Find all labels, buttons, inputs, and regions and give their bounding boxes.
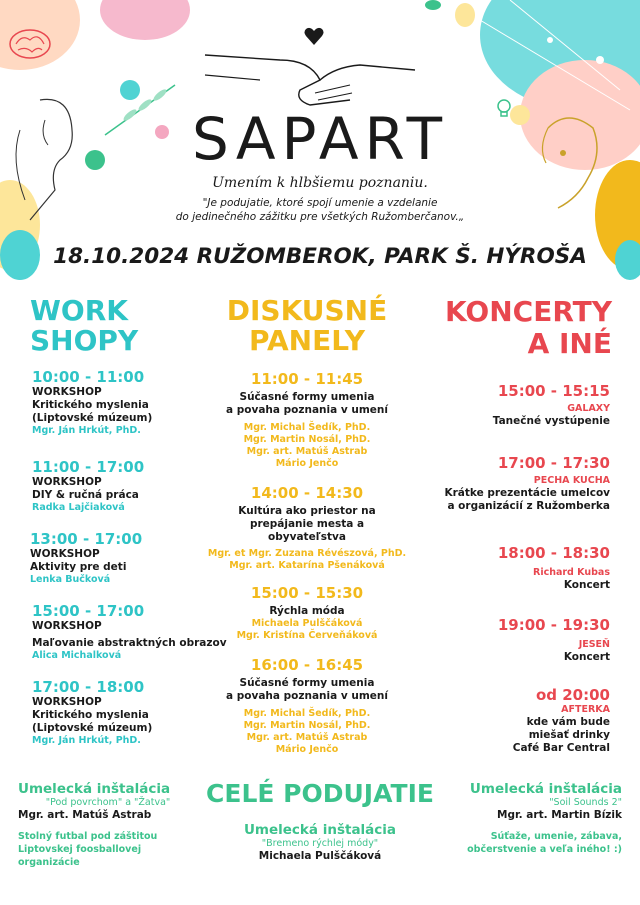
panels-heading-line1: DISKUSNÉ (226, 294, 388, 327)
list-item (410, 686, 610, 766)
workshop-title: Kritického myslenia (32, 399, 149, 411)
panel-person: Mgr. Martin Nosál, PhD. (243, 720, 371, 731)
workshops-heading-line1: WORK (30, 294, 128, 327)
panel-time: 16:00 - 16:45 (250, 656, 364, 674)
panel-person: Mgr. et Mgr. Zuzana Révészová, PhD. (207, 548, 407, 559)
workshop-subtitle: (Liptovské múzeum) (32, 722, 153, 734)
list-item (207, 484, 407, 584)
decor-circle (100, 0, 190, 40)
panel-person: Michaela Pulščáková (251, 618, 363, 629)
concert-desc: Krátke prezentácie umelcov (444, 487, 610, 499)
workshop-type: WORKSHOP (32, 620, 102, 632)
date-location-heading: 18.10.2024 RUŽOMBEROK, PARK Š. HÝROŠA (53, 244, 587, 269)
workshop-person: Lenka Bučková (30, 574, 111, 585)
list-item (207, 370, 407, 484)
footer-center (190, 778, 450, 863)
list-item (30, 530, 232, 602)
workshop-time: 10:00 - 11:00 (32, 368, 145, 386)
workshop-subtitle: (Liptovské múzeum) (32, 412, 153, 424)
concert-desc: Koncert (563, 579, 610, 591)
workshop-person: Radka Lajčiaková (32, 502, 125, 513)
workshop-title: Maľovanie abstraktných obrazov (32, 637, 227, 649)
workshop-title: Aktivity pre deti (30, 561, 127, 573)
concert-desc: a organizácií z Ružomberka (447, 500, 610, 512)
footer-extra-line: Stolný futbal pod záštitou (18, 831, 158, 842)
workshop-title: DIY & ručná práca (32, 489, 139, 501)
list-item (32, 368, 232, 458)
installation-person: Michaela Pulščáková (258, 850, 382, 862)
footer-left (18, 781, 198, 869)
panels-heading-line2: PANELY (249, 324, 365, 357)
panel-person: Mgr. Michal Šedík, PhD. (243, 708, 371, 719)
workshop-person: Mgr. Ján Hrkút, PhD. (32, 425, 141, 436)
concert-name: AFTERKA (561, 704, 610, 715)
concert-name: GALAXY (567, 403, 610, 414)
concerts-list (410, 382, 610, 766)
panel-person: Mgr. art. Katarína Pšenáková (229, 560, 385, 571)
panel-person: Mgr. Kristína Červeňáková (236, 630, 378, 641)
concerts-heading-line1: KONCERTY (444, 295, 612, 328)
decor-circle (425, 0, 441, 10)
panel-person: Mgr. Martin Nosál, PhD. (243, 434, 371, 445)
panel-person: Mgr. Michal Šedík, PhD. (243, 422, 371, 433)
footer-extra-line: Súťaže, umenie, zábava, (490, 831, 622, 842)
workshop-time: 13:00 - 17:00 (30, 530, 143, 548)
panel-person: Mário Jenčo (275, 458, 339, 469)
panel-time: 14:00 - 14:30 (250, 484, 364, 502)
installation-title: Umelecká inštalácia (469, 781, 622, 797)
list-item (32, 678, 232, 768)
workshop-type: WORKSHOP (32, 476, 102, 488)
concerts-heading-line2: A INÉ (527, 327, 612, 360)
list-item (410, 382, 610, 454)
workshops-heading-line2: SHOPY (30, 324, 139, 357)
workshop-time: 11:00 - 17:00 (32, 458, 145, 476)
woman-sketch-illustration (0, 90, 100, 230)
installation-person: Mgr. art. Matúš Astrab (18, 809, 152, 821)
workshops-list (32, 368, 232, 768)
installation-subtitle: "Pod povrchom" a "Žatva" (45, 797, 171, 808)
workshop-time: 17:00 - 18:00 (32, 678, 145, 696)
concert-time: 19:00 - 19:30 (497, 616, 610, 634)
panel-person: Mário Jenčo (275, 744, 339, 755)
installation-subtitle: "Bremeno rýchlej módy" (261, 838, 379, 849)
panel-title-line: prepájanie mesta a (249, 518, 365, 530)
workshop-person: Mgr. Ján Hrkút, PhD. (32, 735, 141, 746)
panel-person: Mgr. art. Matúš Astrab (246, 732, 368, 743)
whole-event-heading: CELÉ PODUJATIE (206, 779, 434, 808)
leaf-branch-illustration (100, 80, 180, 140)
footer-extra-line: Liptovskej foosballovej (18, 844, 142, 855)
list-item (32, 458, 232, 530)
panel-title-line: obyvateľstva (268, 531, 346, 543)
list-item (410, 544, 610, 616)
concert-desc: Koncert (563, 651, 610, 663)
concert-time: 17:00 - 17:30 (497, 454, 610, 472)
workshop-time: 15:00 - 17:00 (32, 602, 145, 620)
installation-subtitle: "Soil Sounds 2" (549, 797, 622, 808)
workshop-type: WORKSHOP (30, 548, 100, 560)
list-item (207, 656, 407, 770)
concerts-heading (430, 296, 612, 360)
panels-list (207, 370, 407, 770)
panel-title-line: Kultúra ako priestor na (238, 505, 376, 517)
panel-title-line: Rýchla móda (269, 605, 345, 617)
panel-time: 15:00 - 15:30 (250, 584, 364, 602)
concert-name: JESEŇ (578, 639, 610, 650)
concert-desc: Café Bar Central (512, 742, 610, 754)
concert-time: od 20:00 (535, 686, 610, 704)
quote-line-2: do jedinečného zážitku pre všetkých Ružomberčanov.„ (175, 211, 465, 223)
workshop-person: Alica Michalková (32, 650, 122, 661)
footer-extra-line: organizácie (18, 857, 80, 868)
panel-title-line: Súčasné formy umenia (239, 391, 375, 403)
concert-name: Richard Kubas (533, 567, 610, 578)
installation-title: Umelecká inštalácia (243, 822, 397, 838)
panel-title-line: a povaha poznania v umení (226, 404, 388, 416)
concert-desc: kde vám bude (526, 716, 610, 728)
logo-text: SAPART (191, 105, 449, 173)
workshops-heading (30, 296, 180, 356)
panel-title-line: a povaha poznania v umení (226, 690, 388, 702)
quote-line-1: "Je podujatie, ktoré spojí umenie a vzdelanie (202, 197, 438, 209)
list-item (410, 454, 610, 544)
concert-desc: miešať drinky (528, 729, 610, 741)
list-item (32, 602, 232, 678)
panel-time: 11:00 - 11:45 (250, 370, 364, 388)
footer-extra-line: občerstvenie a veľa iného! :) (467, 844, 622, 855)
workshop-type: WORKSHOP (32, 696, 102, 708)
installation-title: Umelecká inštalácia (18, 781, 171, 797)
panels-heading (222, 296, 392, 356)
panel-title-line: Súčasné formy umenia (239, 677, 375, 689)
footer-right (440, 781, 622, 856)
brain-illustration (6, 26, 54, 62)
concert-time: 15:00 - 15:15 (497, 382, 610, 400)
list-item (207, 584, 407, 656)
lightbulb-icon (492, 96, 516, 120)
workshop-title: Kritického myslenia (32, 709, 149, 721)
concert-time: 18:00 - 18:30 (497, 544, 610, 562)
installation-person: Mgr. art. Martin Bízik (497, 809, 622, 821)
panel-person: Mgr. art. Matúš Astrab (246, 446, 368, 457)
concert-name: PECHA KUCHA (533, 475, 610, 486)
tagline: Umením k hlbšiemu poznaniu. (212, 175, 428, 191)
workshop-type: WORKSHOP (32, 386, 102, 398)
list-item (410, 616, 610, 686)
concert-desc: Tanečné vystúpenie (492, 415, 610, 427)
